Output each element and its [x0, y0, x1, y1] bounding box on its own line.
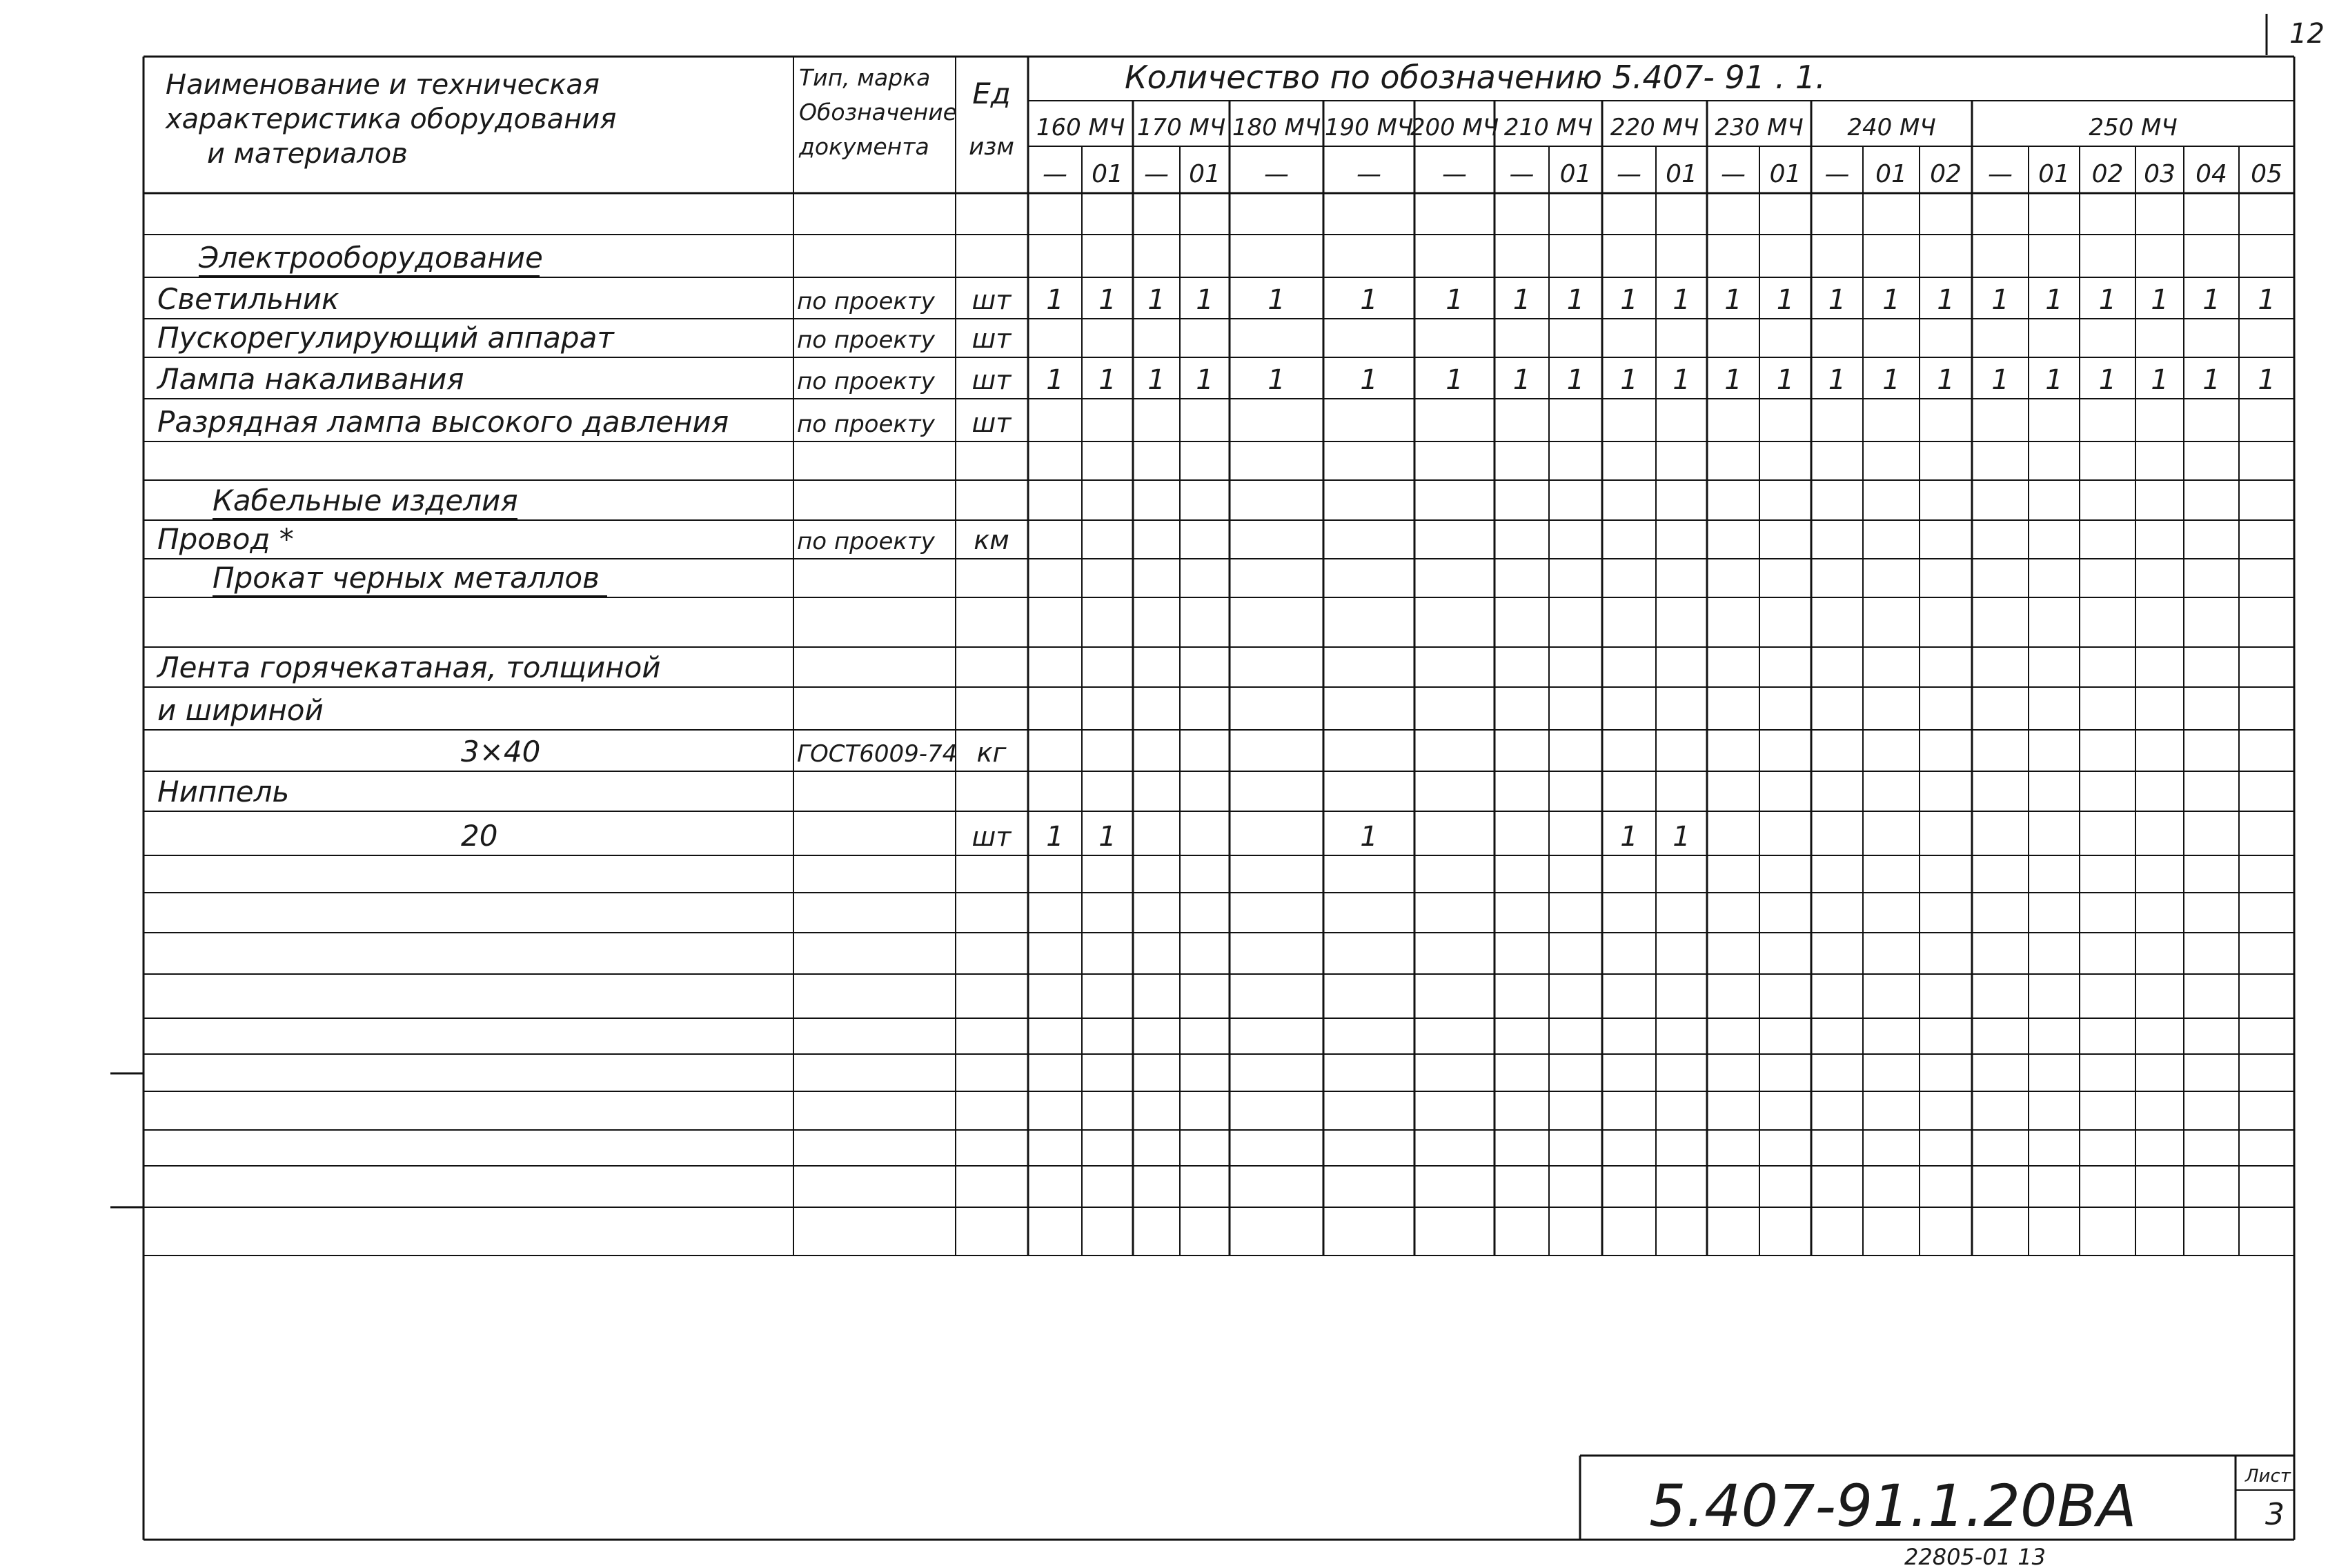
row-quantity: 1 [1882, 284, 1900, 316]
row-type: по проекту [797, 288, 935, 315]
subcolumn-label: — [1721, 160, 1746, 188]
row-quantity: 1 [1147, 364, 1165, 396]
subcolumn-label: — [1043, 160, 1067, 188]
row-unit: шт [971, 822, 1012, 852]
document-designation: 5.407-91.1.20ВА [1649, 1472, 2137, 1540]
subcolumn-label: — [1356, 160, 1381, 188]
row-quantity: 1 [1882, 364, 1900, 396]
row-quantity: 1 [1046, 821, 1064, 853]
row-name: Светильник [157, 282, 339, 316]
header-name-col: характеристика оборудования [166, 103, 617, 135]
row-quantity: 1 [2045, 364, 2063, 396]
row-name: Кабельные изделия [213, 484, 518, 517]
row-quantity: 1 [1360, 821, 1378, 853]
row-type: по проекту [797, 410, 935, 438]
row-unit: шт [971, 408, 1012, 438]
header-unit-col: изм [969, 133, 1014, 161]
row-name: Провод * [157, 522, 294, 556]
row-quantity: 1 [1046, 284, 1064, 316]
row-quantity: 1 [1046, 364, 1064, 396]
row-unit: шт [971, 324, 1012, 354]
row-quantity: 1 [1566, 364, 1585, 396]
group-label: 170 МЧ [1136, 114, 1226, 141]
row-quantity: 1 [1267, 284, 1285, 316]
row-quantity: 1 [1267, 364, 1285, 396]
row-unit: кг [976, 737, 1007, 768]
row-quantity: 1 [1991, 284, 2009, 316]
subcolumn-label: 01 [1092, 160, 1123, 188]
row-quantity: 1 [2258, 364, 2276, 396]
subcolumn-label: 04 [2196, 160, 2227, 188]
header-unit-col: Ед [972, 77, 1011, 110]
row-name: Прокат черных металлов [213, 561, 600, 595]
row-quantity: 1 [1360, 284, 1378, 316]
row-quantity: 1 [1991, 364, 2009, 396]
inventory-number: 22805-01 13 [1904, 1544, 2046, 1568]
row-quantity: 1 [1196, 364, 1214, 396]
row-quantity: 1 [1673, 821, 1690, 853]
row-quantity: 1 [1724, 364, 1742, 396]
row-quantity: 1 [2045, 284, 2063, 316]
row-quantity: 1 [1196, 284, 1214, 316]
row-quantity: 1 [1446, 364, 1463, 396]
row-type: по проекту [797, 326, 935, 354]
row-quantity: 1 [2202, 284, 2220, 316]
row-name: Лента горячекатаная, толщиной [157, 651, 661, 684]
subcolumn-label: 03 [2144, 160, 2176, 188]
group-label: 190 МЧ [1324, 114, 1414, 141]
row-quantity: 1 [1724, 284, 1742, 316]
row-quantity: 1 [2098, 364, 2117, 396]
group-label: 230 МЧ [1715, 114, 1804, 141]
group-label: 200 МЧ [1410, 114, 1499, 141]
row-name: и шириной [157, 693, 324, 727]
subcolumn-label: — [1617, 160, 1641, 188]
subcolumn-label: — [1824, 160, 1850, 188]
row-name: Ниппель [157, 775, 290, 808]
row-quantity: 1 [1673, 284, 1690, 316]
sheet-number: 3 [2265, 1497, 2285, 1532]
row-quantity: 1 [1620, 821, 1638, 853]
header-type-col: Тип, марка [799, 64, 931, 91]
row-quantity: 1 [1098, 284, 1116, 316]
subcolumn-label: — [1509, 160, 1535, 188]
subcolumn-label: 02 [2091, 160, 2124, 188]
row-unit: км [974, 525, 1009, 555]
row-quantity: 1 [1098, 821, 1116, 853]
row-quantity: 1 [2258, 284, 2276, 316]
header-type-col: документа [799, 133, 929, 160]
group-label: 180 МЧ [1232, 114, 1321, 141]
row-quantity: 1 [1828, 364, 1846, 396]
subcolumn-label: 02 [1930, 160, 1962, 188]
table-text [156, 59, 2282, 853]
row-quantity: 1 [1776, 364, 1795, 396]
row-quantity: 1 [1512, 284, 1531, 316]
subcolumn-label: 01 [1769, 160, 1802, 188]
subcolumn-label: — [1988, 160, 2013, 188]
subcolumn-label: 01 [1666, 160, 1697, 188]
group-label: 240 МЧ [1847, 114, 1936, 141]
group-label: 250 МЧ [2089, 114, 2178, 141]
row-unit: шт [971, 285, 1012, 315]
subcolumn-label: 05 [2251, 160, 2282, 188]
sheet-label: Лист [2245, 1466, 2291, 1487]
row-quantity: 1 [1937, 364, 1955, 396]
subcolumn-label: 01 [1559, 160, 1592, 188]
row-quantity: 1 [2202, 364, 2220, 396]
subcolumn-label: — [1442, 160, 1467, 188]
quantity-title: Количество по обозначению 5.407- 91 . 1. [1125, 59, 1826, 96]
subcolumn-label: — [1144, 160, 1169, 188]
row-quantity: 1 [1360, 364, 1378, 396]
row-quantity: 1 [1620, 284, 1638, 316]
row-quantity: 1 [1566, 284, 1585, 316]
row-name: 3×40 [461, 735, 541, 768]
row-quantity: 1 [1937, 284, 1955, 316]
row-type: по проекту [797, 368, 935, 395]
row-quantity: 1 [1828, 284, 1846, 316]
subcolumn-label: 01 [1189, 160, 1221, 188]
row-quantity: 1 [2098, 284, 2117, 316]
header-name-col: и материалов [207, 138, 408, 170]
row-quantity: 1 [1446, 284, 1463, 316]
row-name: Разрядная лампа высокого давления [157, 405, 729, 439]
row-name: Пускорегулирующий аппарат [157, 321, 614, 355]
row-quantity: 1 [1620, 364, 1638, 396]
row-quantity: 1 [1098, 364, 1116, 396]
row-quantity: 1 [2151, 364, 2169, 396]
row-quantity: 1 [2151, 284, 2169, 316]
row-name: 20 [461, 819, 498, 853]
row-quantity: 1 [1147, 284, 1165, 316]
row-quantity: 1 [1512, 364, 1531, 396]
row-unit: шт [971, 365, 1012, 395]
group-label: 210 МЧ [1503, 114, 1593, 141]
row-type: ГОСТ6009-74 [797, 740, 958, 768]
group-label: 220 МЧ [1610, 114, 1699, 141]
subcolumn-label: 01 [2038, 160, 2070, 188]
page-number: 12 [2289, 18, 2325, 50]
row-name: Электрооборудование [199, 241, 543, 275]
row-quantity: 1 [1776, 284, 1795, 316]
row-type: по проекту [797, 528, 935, 555]
subcolumn-label: — [1264, 160, 1289, 188]
header-type-col: Обозначение [799, 99, 957, 126]
row-name: Лампа накаливания [157, 362, 464, 396]
subcolumn-label: 01 [1875, 160, 1907, 188]
row-quantity: 1 [1673, 364, 1690, 396]
group-label: 160 МЧ [1036, 114, 1125, 141]
title-block [1649, 1466, 2291, 1568]
header-name-col: Наименование и техническая [166, 69, 600, 101]
